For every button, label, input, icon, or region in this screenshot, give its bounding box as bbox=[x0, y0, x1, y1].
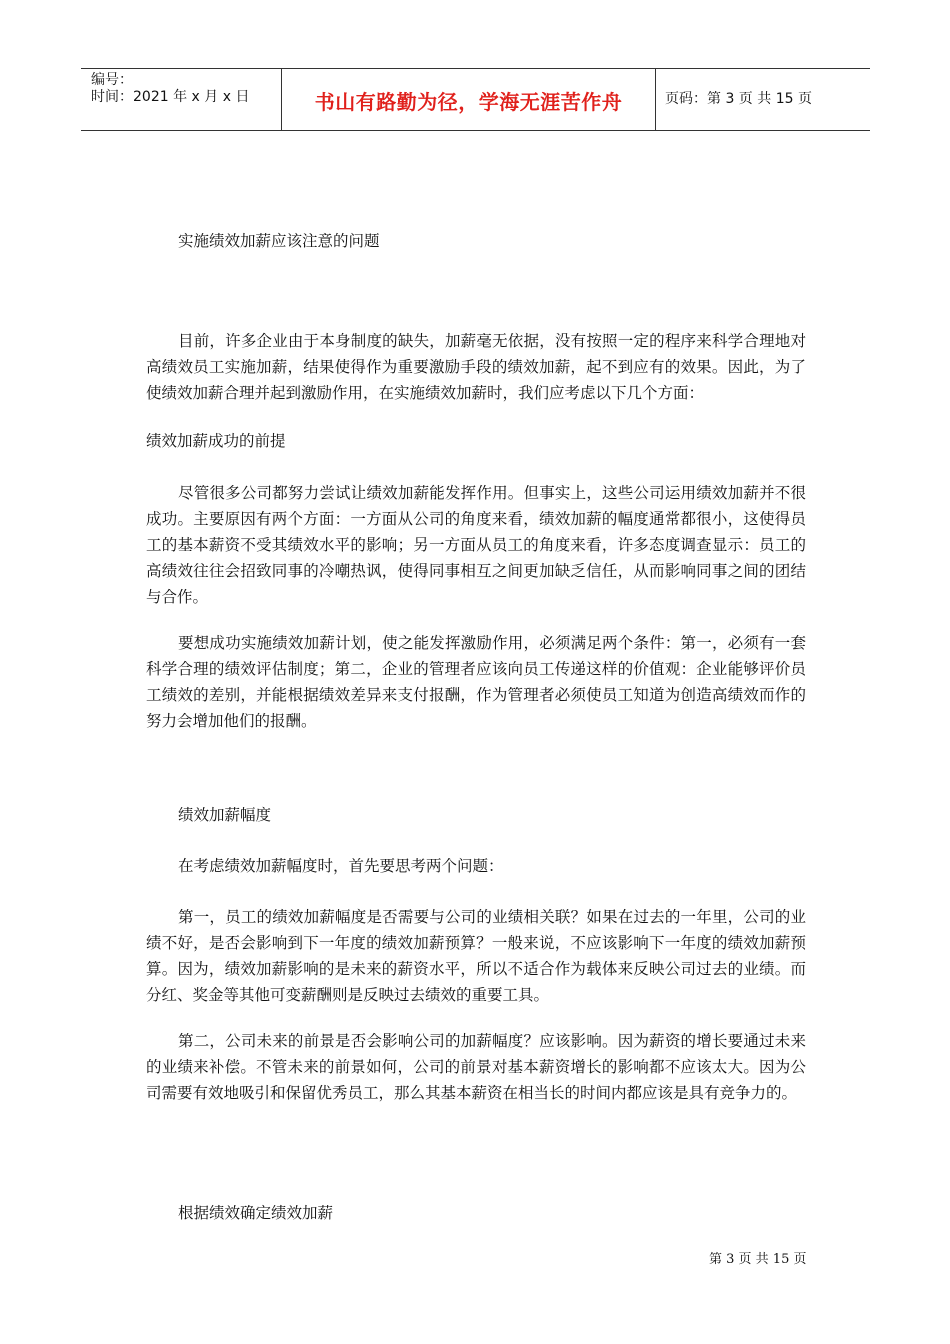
prerequisite-paragraph-2: 要想成功实施绩效加薪计划，使之能发挥激励作用，必须满足两个条件：第一，必须有一套科学合理的绩效评估制度；第二，企业的管理者应该向员工传递这样的价值观：企业能够评价员工绩效的差别，并能根据绩效差异来支付报酬，作为管理者必须使员工知道为创造高绩效而作的努力会增加他们的报酬。 bbox=[146, 634, 806, 730]
document-number-label: 编号： bbox=[91, 72, 133, 88]
header-page-cell bbox=[655, 69, 870, 130]
document-header bbox=[81, 68, 870, 131]
header-motto: 书山有路勤为径，学海无涯苦作舟 bbox=[314, 90, 623, 114]
section-heading-performance-based: 根据绩效确定绩效加薪 bbox=[178, 1204, 334, 1222]
header-info-cell bbox=[81, 69, 281, 130]
header-page-number: 页码：第 3 页 共 15 页 bbox=[665, 91, 812, 107]
page-footer: 第 3 页 共 15 页 bbox=[709, 1252, 807, 1267]
raise-range-paragraph-1: 第一，员工的绩效加薪幅度是否需要与公司的业绩相关联？如果在过去的一年里，公司的业绩不好，是否会影响到下一年度的绩效加薪预算？一般来说，不应该影响下一年度的绩效加薪预算。因为，绩效加薪影响的是未来的薪资水平，所以不适合作为载体来反映公司过去的业绩。而分红、奖金等其他可变薪酬则是反映过去绩效的重要工具。 bbox=[146, 908, 806, 1004]
raise-range-paragraph-2: 第二，公司未来的前景是否会影响公司的加薪幅度？应该影响。因为薪资的增长要通过未来的业绩来补偿。不管未来的前景如何，公司的前景对基本薪资增长的影响都不应该太大。因为公司需要有效地吸引和保留优秀员工，那么其基本薪资在相当长的时间内都应该是具有竞争力的。 bbox=[146, 1032, 806, 1102]
raise-range-lead: 在考虑绩效加薪幅度时，首先要思考两个问题： bbox=[178, 857, 504, 875]
prerequisite-paragraph-1: 尽管很多公司都努力尝试让绩效加薪能发挥作用。但事实上，这些公司运用绩效加薪并不很成功。主要原因有两个方面：一方面从公司的角度来看，绩效加薪的幅度通常都很小，这使得员工的基本薪资不受其绩效水平的影响；另一方面从员工的角度来看，许多态度调查显示：员工的高绩效往往会招致同事的冷嘲热讽，使得同事相互之间更加缺乏信任，从而影响同事之间的团结与合作。 bbox=[146, 484, 806, 606]
header-motto-cell bbox=[281, 69, 656, 130]
section-heading-prerequisite: 绩效加薪成功的前提 bbox=[146, 432, 286, 450]
document-date: 时间：2021 年 x 月 x 日 bbox=[91, 89, 250, 105]
section-heading-raise-range: 绩效加薪幅度 bbox=[178, 806, 272, 824]
intro-paragraph: 目前，许多企业由于本身制度的缺失，加薪毫无依据，没有按照一定的程序来科学合理地对高绩效员工实施加薪，结果使得作为重要激励手段的绩效加薪，起不到应有的效果。因此，为了使绩效加薪合理并起到激励作用，在实施绩效加薪时，我们应考虑以下几个方面： bbox=[146, 332, 806, 402]
article-title: 实施绩效加薪应该注意的问题 bbox=[178, 232, 380, 250]
